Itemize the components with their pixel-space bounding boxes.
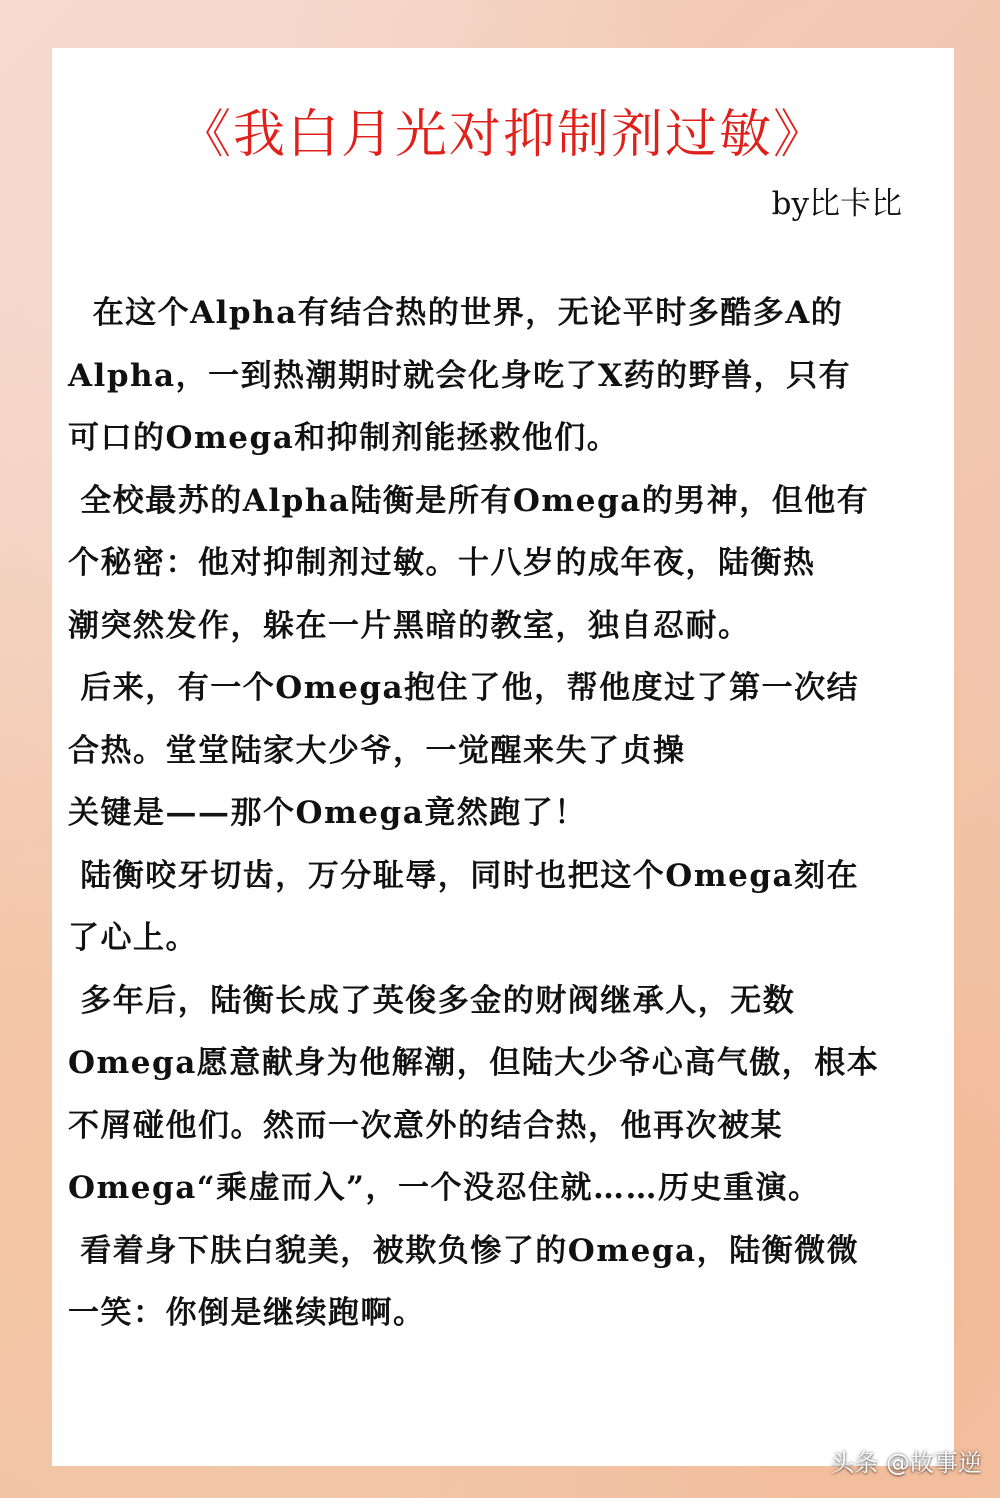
body-line: 合热。堂堂陆家大少爷，一觉醒来失了贞操 (68, 732, 686, 769)
body-line: Omega愿意献身为他解潮，但陆大少爷心高气傲，根本 (68, 1045, 880, 1081)
author-line: by比卡比 (771, 186, 902, 222)
body-line: 全校最苏的Alpha陆衡是所有Omega的男神，但他有 (68, 482, 870, 519)
body-line: 不屑碰他们。然而一次意外的结合热，他再次被某 (68, 1107, 783, 1144)
document-card (52, 48, 954, 1466)
body-line: 在这个Alpha有结合热的世界，无论平时多酷多A的 (68, 295, 844, 331)
body-line: 多年后，陆衡长成了英俊多金的财阀继承人，无数 (68, 982, 796, 1019)
body-line: 陆衡咬牙切齿，万分耻辱，同时也把这个Omega刻在 (68, 857, 860, 894)
body-line: Omega“乘虚而入”，一个没忍住就……历史重演。 (68, 1170, 821, 1206)
body-line: 关键是——那个Omega竟然跑了！ (68, 795, 587, 831)
body-line: 个秘密：他对抑制剂过敏。十八岁的成年夜，陆衡热 (68, 545, 816, 581)
body-line: Alpha，一到热潮期时就会化身吃了X药的野兽，只有 (68, 357, 852, 394)
document-body (68, 282, 946, 1345)
body-line: 后来，有一个Omega抱住了他，帮他度过了第一次结 (68, 670, 860, 706)
body-line: 一笑：你倒是继续跑啊。 (68, 1295, 426, 1331)
watermark: 头条 @故事逆 (830, 1449, 982, 1477)
body-line: 可口的Omega和抑制剂能拯救他们。 (68, 420, 620, 456)
body-line: 看着身下肤白貌美，被欺负惨了的Omega，陆衡微微 (68, 1232, 860, 1269)
document-title: 《我白月光对抑制剂过敏》 (178, 105, 827, 165)
body-line: 了心上。 (68, 920, 198, 956)
body-line: 潮突然发作，躲在一片黑暗的教室，独自忍耐。 (68, 607, 751, 644)
